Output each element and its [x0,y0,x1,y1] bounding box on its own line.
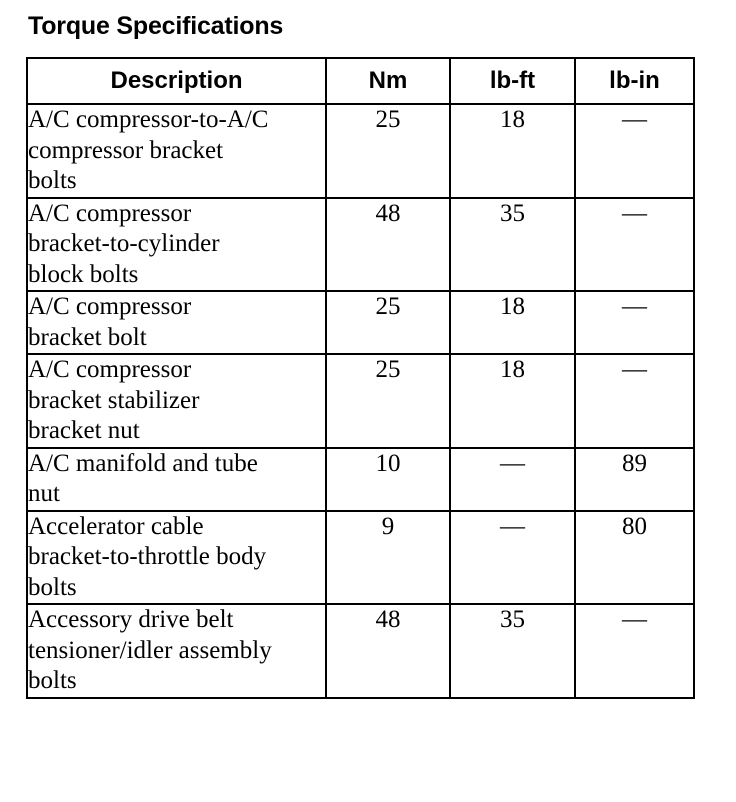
lbft-cell: 18 [450,291,575,354]
description-line: tensioner/idler assembly [28,636,272,664]
description-line: compressor bracket [28,136,224,164]
description-cell [27,448,326,511]
description-line: A/C compressor [28,293,192,320]
description-cell [27,604,326,698]
description-line: bracket bolt [28,323,147,351]
lbin-cell: — [575,604,694,698]
nm-cell: 25 [326,291,450,354]
description-line: bolts [28,167,77,194]
description-line: Accelerator cable [28,512,204,540]
description-line: bracket-to-throttle body [28,543,267,570]
lbin-cell: 89 [575,448,694,511]
column-header-lbft: lb-ft [450,58,575,104]
description-line: bracket-to-cylinder [28,230,220,257]
lbin-cell: — [575,291,694,354]
torque-spec-table [26,57,695,699]
column-header-description: Description [27,58,326,104]
lbin-cell: — [575,104,694,198]
description-line: bracket nut [28,417,140,444]
nm-cell: 25 [326,354,450,448]
column-header-nm: Nm [326,58,450,104]
table-row [27,104,694,198]
lbin-cell: — [575,354,694,448]
nm-cell: 25 [326,104,450,198]
page-title: Torque Specifications [28,12,284,40]
description-cell [27,511,326,605]
lbft-cell: 18 [450,104,575,198]
description-line: bracket stabilizer [28,386,200,414]
description-line: A/C manifold and tube [28,449,258,477]
nm-cell: 48 [326,198,450,292]
column-header-lbin: lb-in [575,58,694,104]
description-line: block bolts [28,260,139,288]
description-line: A/C compressor-to-A/C [28,106,269,133]
lbft-cell: 35 [450,604,575,698]
table-header-row [27,58,694,104]
nm-cell: 9 [326,511,450,605]
table-row [27,291,694,354]
description-cell [27,198,326,292]
description-line: bolts [28,573,77,601]
description-line: A/C compressor [28,199,192,227]
table-row [27,511,694,605]
lbin-cell: 80 [575,511,694,605]
description-line: nut [28,480,60,507]
lbft-cell: — [450,448,575,511]
table-row [27,198,694,292]
description-line: Accessory drive belt [28,606,234,633]
nm-cell: 10 [326,448,450,511]
table-row [27,354,694,448]
description-line: A/C compressor [28,356,192,383]
lbft-cell: 18 [450,354,575,448]
description-cell [27,104,326,198]
nm-cell: 48 [326,604,450,698]
table-row [27,604,694,698]
description-cell [27,354,326,448]
lbft-cell: — [450,511,575,605]
table-row [27,448,694,511]
lbin-cell: — [575,198,694,292]
description-line: bolts [28,667,77,694]
description-cell [27,291,326,354]
lbft-cell: 35 [450,198,575,292]
